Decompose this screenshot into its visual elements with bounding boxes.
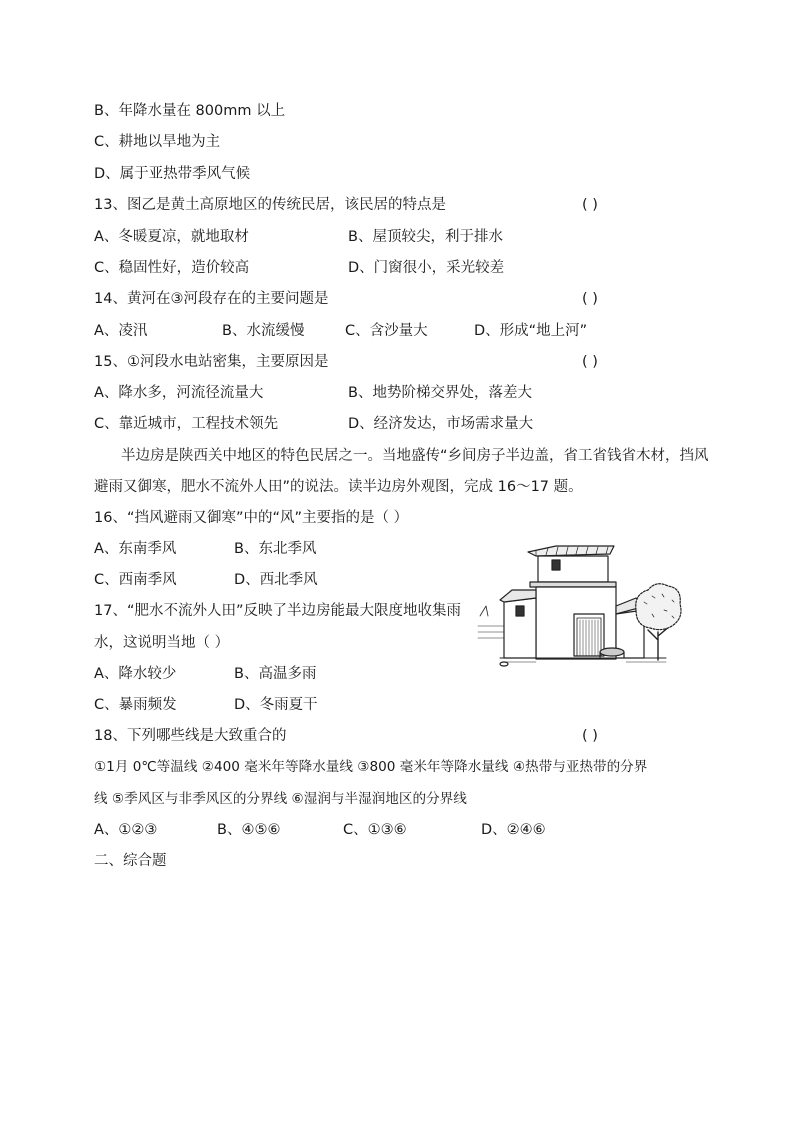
- q16-option-b: B、东北季风: [234, 541, 317, 557]
- q14-option-a: A、凌汛: [94, 323, 148, 339]
- q14-answer-paren: ( ): [582, 291, 598, 307]
- q18-option-c: C、①③⑥: [343, 822, 407, 838]
- q18-option-b: B、④⑤⑥: [217, 822, 281, 838]
- q14-stem: 14、黄河在③河段存在的主要问题是: [94, 291, 329, 307]
- q18-stem: 18、下列哪些线是大致重合的: [94, 728, 287, 744]
- q17-option-d: D、冬雨夏干: [234, 697, 318, 713]
- q14-option-d: D、形成“地上河”: [474, 323, 588, 339]
- q18-items-line-1: ①1月 0℃等温线 ②400 毫米年等降水量线 ③800 毫米年等降水量线 ④热带与亚热带的分界: [94, 759, 648, 775]
- q13-option-a: A、冬暖夏凉，就地取材: [94, 229, 249, 245]
- q12-option-c: C、耕地以旱地为主: [94, 134, 221, 150]
- q14-option-c: C、含沙量大: [345, 323, 428, 339]
- q15-stem: 15、①河段水电站密集，主要原因是: [94, 354, 329, 370]
- half-house-illustration: [476, 540, 686, 668]
- q16-option-a: A、东南季风: [94, 541, 177, 557]
- q15-answer-paren: ( ): [582, 354, 598, 370]
- passage-line-1: 半边房是陕西关中地区的特色民居之一。当地盛传“乡间房子半边盖，省工省钱省木材，挡风: [121, 448, 709, 464]
- q13-stem: 13、图乙是黄土高原地区的传统民居，该民居的特点是: [94, 197, 446, 213]
- q16-option-c: C、西南季风: [94, 572, 177, 588]
- q12-option-b: B、年降水量在 800mm 以上: [94, 103, 286, 119]
- q13-option-d: D、门窗很小，采光较差: [348, 260, 505, 276]
- passage-line-2: 避雨又御寒，肥水不流外人田”的说法。读半边房外观图，完成 16～17 题。: [94, 479, 583, 495]
- q15-option-d: D、经济发达，市场需求量大: [348, 416, 534, 432]
- q13-option-c: C、稳固性好，造价较高: [94, 260, 250, 276]
- section-heading-comprehensive: 二、综合题: [94, 853, 167, 869]
- q13-option-b: B、屋顶较尖，利于排水: [348, 229, 503, 245]
- q17-option-a: A、降水较少: [94, 666, 177, 682]
- q17-option-b: B、高温多雨: [234, 666, 317, 682]
- q12-option-d: D、属于亚热带季风气候: [94, 166, 251, 182]
- q18-answer-paren: ( ): [582, 728, 598, 744]
- q16-option-d: D、西北季风: [234, 572, 318, 588]
- q18-items-line-2: 线 ⑤季风区与非季风区的分界线 ⑥湿润与半湿润地区的分界线: [94, 791, 467, 807]
- q15-option-a: A、降水多，河流径流量大: [94, 385, 264, 401]
- q13-answer-paren: ( ): [582, 197, 598, 213]
- q18-option-a: A、①②③: [94, 822, 158, 838]
- q17-stem-line-1: 17、“肥水不流外人田”反映了半边房能最大限度地收集雨: [94, 603, 461, 619]
- q14-option-b: B、水流缓慢: [222, 323, 305, 339]
- q17-stem-line-2: 水，这说明当地（ ）: [94, 635, 230, 651]
- q17-option-c: C、暴雨频发: [94, 697, 177, 713]
- q15-option-b: B、地势阶梯交界处，落差大: [348, 385, 532, 401]
- q16-stem: 16、“挡风避雨又御寒”中的“风”主要指的是（ ）: [94, 510, 409, 526]
- q18-option-d: D、②④⑥: [481, 822, 546, 838]
- q15-option-c: C、靠近城市，工程技术领先: [94, 416, 279, 432]
